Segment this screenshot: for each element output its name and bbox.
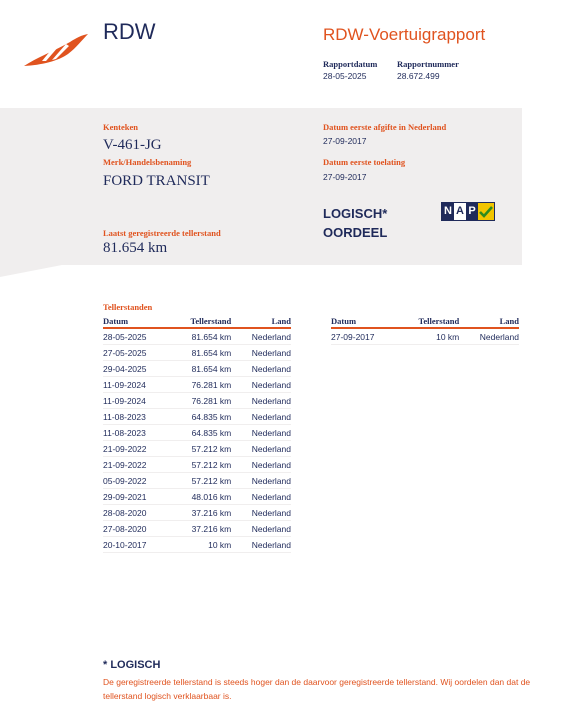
row-odometer: 57.212 km (169, 457, 231, 473)
row-date: 05-09-2022 (103, 473, 169, 489)
table-row (103, 345, 291, 361)
row-country: Nederland (231, 345, 291, 361)
col-country: Land (459, 315, 519, 328)
report-date-value: 28-05-2025 (323, 71, 367, 81)
row-country: Nederland (231, 473, 291, 489)
table-row (103, 377, 291, 393)
col-country: Land (231, 315, 291, 328)
row-country: Nederland (231, 361, 291, 377)
col-odometer: Tellerstand (397, 315, 459, 328)
odometer-section-label: Tellerstanden (103, 302, 153, 312)
table-row (103, 393, 291, 409)
row-odometer: 57.212 km (169, 473, 231, 489)
row-country: Nederland (231, 328, 291, 345)
row-odometer: 64.835 km (169, 425, 231, 441)
plate-label: Kenteken (103, 122, 138, 132)
panel-tail (0, 265, 62, 277)
row-date: 11-09-2024 (103, 393, 169, 409)
row-country: Nederland (231, 489, 291, 505)
table-row (103, 441, 291, 457)
row-odometer: 64.835 km (169, 409, 231, 425)
col-date: Datum (331, 315, 397, 328)
row-country: Nederland (231, 409, 291, 425)
row-odometer: 81.654 km (169, 328, 231, 345)
table-row (103, 521, 291, 537)
table-header-row (331, 315, 519, 328)
report-number-value: 28.672.499 (397, 71, 440, 81)
row-odometer: 48.016 km (169, 489, 231, 505)
row-country: Nederland (231, 393, 291, 409)
row-odometer: 10 km (397, 328, 459, 345)
row-date: 21-09-2022 (103, 441, 169, 457)
nap-letter-n: N (442, 203, 454, 220)
check-icon (478, 203, 494, 220)
row-country: Nederland (231, 441, 291, 457)
nap-letter-p: P (466, 203, 478, 220)
table-row (103, 537, 291, 553)
report-date-label: Rapportdatum (323, 59, 378, 69)
odometer-table-right (331, 315, 519, 345)
row-date: 20-10-2017 (103, 537, 169, 553)
brand-name: RDW (103, 19, 156, 44)
table-row (103, 328, 291, 345)
footer-title: * LOGISCH (103, 659, 161, 671)
table-row (103, 457, 291, 473)
verdict-line1: LOGISCH* (323, 206, 388, 221)
first-issue-nl-value: 27-09-2017 (323, 136, 367, 146)
verdict (323, 204, 387, 242)
row-country: Nederland (459, 328, 519, 345)
row-date: 11-08-2023 (103, 409, 169, 425)
nap-letter-a: A (454, 203, 466, 220)
row-odometer: 57.212 km (169, 441, 231, 457)
make-label: Merk/Handelsbenaming (103, 157, 192, 167)
row-country: Nederland (231, 537, 291, 553)
row-date: 29-09-2021 (103, 489, 169, 505)
footer-text: De geregistreerde tellerstand is steeds hoger dan de daarvoor geregistreerde tellerstand. Wij oordelen dan dat de tellerstand logisch verklaarbaar is. (103, 677, 531, 701)
row-country: Nederland (231, 457, 291, 473)
first-admission-value: 27-09-2017 (323, 172, 367, 182)
col-date: Datum (103, 315, 169, 328)
report-number-label: Rapportnummer (397, 59, 459, 69)
table-row (103, 425, 291, 441)
report-title: RDW-Voertuigrapport (323, 25, 486, 44)
last-odometer-label: Laatst geregistreerde tellerstand (103, 228, 221, 238)
row-odometer: 81.654 km (169, 345, 231, 361)
table-header-row (103, 315, 291, 328)
row-odometer: 37.216 km (169, 521, 231, 537)
table-row (103, 361, 291, 377)
row-date: 27-08-2020 (103, 521, 169, 537)
col-odometer: Tellerstand (169, 315, 231, 328)
row-odometer: 81.654 km (169, 361, 231, 377)
row-country: Nederland (231, 505, 291, 521)
row-odometer: 10 km (169, 537, 231, 553)
make-value: FORD TRANSIT (103, 173, 210, 189)
row-date: 11-08-2023 (103, 425, 169, 441)
first-issue-nl-label: Datum eerste afgifte in Nederland (323, 122, 447, 132)
row-date: 27-09-2017 (331, 328, 397, 345)
nap-logo (441, 202, 495, 221)
row-date: 28-05-2025 (103, 328, 169, 345)
row-date: 21-09-2022 (103, 457, 169, 473)
table-row (103, 409, 291, 425)
table-row (103, 505, 291, 521)
row-date: 29-04-2025 (103, 361, 169, 377)
row-odometer: 76.281 km (169, 377, 231, 393)
row-odometer: 76.281 km (169, 393, 231, 409)
row-country: Nederland (231, 377, 291, 393)
row-date: 11-09-2024 (103, 377, 169, 393)
row-date: 27-05-2025 (103, 345, 169, 361)
odometer-table-left (103, 315, 291, 553)
table-row (103, 473, 291, 489)
row-odometer: 37.216 km (169, 505, 231, 521)
last-odometer-value: 81.654 km (103, 240, 168, 256)
row-date: 28-08-2020 (103, 505, 169, 521)
rdw-logo-icon (22, 30, 92, 70)
table-row (103, 489, 291, 505)
verdict-line2: OORDEEL (323, 225, 388, 240)
row-country: Nederland (231, 521, 291, 537)
table-row (331, 328, 519, 345)
first-admission-label: Datum eerste toelating (323, 157, 406, 167)
row-country: Nederland (231, 425, 291, 441)
plate-value: V-461-JG (103, 137, 162, 153)
